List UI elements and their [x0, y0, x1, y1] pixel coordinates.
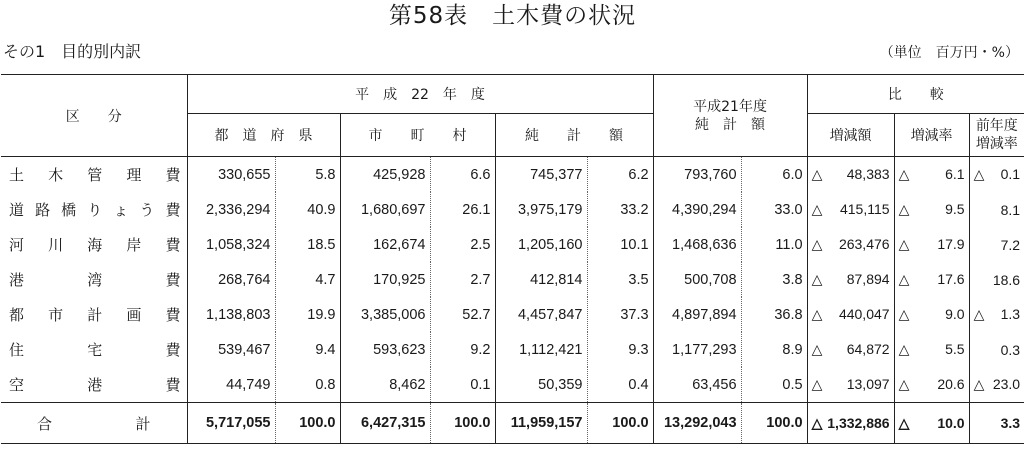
change-rate-mark: △: [898, 376, 938, 392]
net-total-share: 37.3: [587, 297, 653, 332]
municipal-amount: 3,385,006: [340, 297, 430, 332]
fy2009-net-amount: 1,468,636: [653, 227, 741, 262]
net-total-share: 6.2: [587, 157, 653, 193]
net-total-amount: 745,377: [495, 157, 587, 193]
net-total-header: 純 計 額: [495, 114, 653, 157]
table-subtitle: その1 目的別内訳: [3, 42, 142, 61]
municipal-share: 2.7: [430, 262, 495, 297]
row-label: 合計: [1, 403, 187, 444]
net-total-amount: 1,205,160: [495, 227, 587, 262]
municipal-share: 2.5: [430, 227, 495, 262]
municipal-amount: 1,680,697: [340, 192, 430, 227]
fiscal-2009-header-line1: 平成21年度: [693, 98, 767, 115]
prev-change-rate: [969, 157, 1024, 193]
row-label: 土木管理費: [9, 166, 181, 184]
municipal-share: 52.7: [430, 297, 495, 332]
change-rate-value: 10.0: [937, 414, 965, 431]
category-header: 区 分: [1, 75, 187, 157]
change-amount-mark: △: [811, 236, 839, 252]
table-row: [1, 332, 1024, 367]
municipal-amount: 6,427,315: [340, 403, 430, 444]
prefecture-amount: 2,336,294: [187, 192, 275, 227]
fy2009-net-share: 11.0: [741, 227, 807, 262]
prev-rate-header: [969, 114, 1024, 157]
fy2009-net-amount: 4,897,894: [653, 297, 741, 332]
net-total-amount: 4,457,847: [495, 297, 587, 332]
municipal-amount: 8,462: [340, 367, 430, 403]
table-row: [1, 192, 1024, 227]
change-amount: [807, 192, 894, 227]
change-amount-value: 13,097: [846, 376, 890, 392]
municipal-share: 6.6: [430, 157, 495, 193]
change-rate-value: 5.5: [945, 341, 965, 357]
change-rate: [894, 262, 969, 297]
municipal-header: 市 町 村: [340, 114, 495, 157]
change-rate-mark: △: [898, 414, 938, 431]
change-amount-mark: △: [811, 414, 828, 431]
prefecture-amount: 330,655: [187, 157, 275, 193]
change-rate-value: 17.9: [937, 236, 965, 252]
prev-change-rate: [969, 262, 1024, 297]
fy2009-net-share: 0.5: [741, 367, 807, 403]
prev-change-rate-value: 1.3: [1000, 306, 1021, 322]
row-label: 道路橋りょう費: [9, 201, 181, 219]
row-label: 河川海岸費: [9, 236, 181, 254]
prev-change-rate-value: 3.3: [1000, 415, 1021, 431]
change-rate-mark: △: [898, 166, 946, 182]
change-amount: [807, 297, 894, 332]
change-amount-value: 440,047: [838, 306, 890, 322]
change-rate: [894, 157, 969, 193]
prev-change-rate-value: 7.2: [1000, 236, 1021, 253]
fy2009-net-amount: 793,760: [653, 157, 741, 193]
change-amount: [807, 403, 894, 444]
prev-change-rate: [969, 297, 1024, 332]
prev-change-rate: [969, 403, 1024, 444]
municipal-share: 9.2: [430, 332, 495, 367]
change-amount-mark: △: [811, 271, 847, 287]
fy2009-net-share: 6.0: [741, 157, 807, 193]
prefecture-share: 19.9: [275, 297, 340, 332]
fy2009-net-amount: 4,390,294: [653, 192, 741, 227]
table-row: [1, 367, 1024, 403]
prev-change-rate-value: 23.0: [992, 376, 1021, 392]
change-rate-value: 9.0: [945, 306, 965, 322]
change-rate-mark: △: [898, 306, 946, 322]
prev-change-rate-value: 8.1: [1000, 201, 1021, 218]
net-total-share: 3.5: [587, 262, 653, 297]
prev-change-rate: [969, 367, 1024, 403]
prefecture-header: 都 道 府 県: [187, 114, 340, 157]
fy2009-net-share: 33.0: [741, 192, 807, 227]
net-total-share: 0.4: [587, 367, 653, 403]
prefecture-share: 5.8: [275, 157, 340, 193]
change-rate: [894, 297, 969, 332]
prefecture-share: 40.9: [275, 192, 340, 227]
municipal-amount: 170,925: [340, 262, 430, 297]
total-row: [1, 403, 1024, 444]
fiscal-2009-header: [653, 75, 807, 157]
prefecture-share: 18.5: [275, 227, 340, 262]
change-rate-mark: △: [898, 341, 946, 357]
municipal-share: 100.0: [430, 403, 495, 444]
row-label: 都市計画費: [9, 306, 181, 324]
prev-rate-header-line1: 前年度: [975, 118, 1018, 134]
change-amount-value: 64,872: [846, 341, 890, 357]
municipal-amount: 593,623: [340, 332, 430, 367]
change-amount: [807, 227, 894, 262]
prefecture-share: 4.7: [275, 262, 340, 297]
change-rate: [894, 227, 969, 262]
prev-change-rate-value: 0.1: [1000, 166, 1021, 182]
net-total-amount: 11,959,157: [495, 403, 587, 444]
fy2009-net-amount: 63,456: [653, 367, 741, 403]
change-amount-value: 1,332,886: [827, 414, 890, 431]
net-total-share: 33.2: [587, 192, 653, 227]
prev-change-rate-mark: △: [973, 166, 1001, 182]
fy2009-net-amount: 1,177,293: [653, 332, 741, 367]
change-rate-value: 6.1: [945, 166, 965, 182]
municipal-amount: 425,928: [340, 157, 430, 193]
prefecture-amount: 44,749: [187, 367, 275, 403]
row-label: 港湾費: [9, 271, 181, 289]
change-amount-value: 263,476: [838, 236, 890, 252]
prefecture-share: 100.0: [275, 403, 340, 444]
prefecture-share: 0.8: [275, 367, 340, 403]
fiscal-2009-header-line2: 純 計 額: [695, 116, 766, 133]
change-amount-value: 48,383: [846, 166, 890, 182]
change-rate-mark: △: [898, 201, 946, 217]
change-amount-mark: △: [811, 201, 840, 217]
fiscal-2010-header: 平 成 22 年 度: [187, 75, 653, 114]
prev-change-rate: [969, 227, 1024, 262]
fy2009-net-share: 3.8: [741, 262, 807, 297]
prefecture-amount: 539,467: [187, 332, 275, 367]
change-amount: [807, 157, 894, 193]
change-amount: [807, 262, 894, 297]
table-row: [1, 227, 1024, 262]
net-total-share: 100.0: [587, 403, 653, 444]
prev-change-rate-value: 0.3: [1000, 341, 1021, 358]
net-total-amount: 1,112,421: [495, 332, 587, 367]
row-label: 空港費: [9, 376, 181, 394]
municipal-share: 26.1: [430, 192, 495, 227]
table-row: [1, 157, 1024, 193]
net-total-amount: 3,975,179: [495, 192, 587, 227]
change-amount-value: 415,115: [839, 201, 890, 217]
fy2009-net-share: 8.9: [741, 332, 807, 367]
change-amount-mark: △: [811, 166, 847, 182]
change-amount-mark: △: [811, 376, 847, 392]
change-rate: [894, 332, 969, 367]
change-rate-value: 9.5: [945, 201, 965, 217]
net-total-amount: 412,814: [495, 262, 587, 297]
civil-engineering-expense-table: [1, 74, 1024, 444]
unit-note: （単位 百万円・%）: [879, 45, 1019, 61]
change-rate: [894, 367, 969, 403]
change-amount-header: 増減額: [807, 114, 894, 157]
table-row: [1, 297, 1024, 332]
change-amount: [807, 367, 894, 403]
change-amount: [807, 332, 894, 367]
prev-change-rate-mark: △: [973, 376, 993, 392]
net-total-amount: 50,359: [495, 367, 587, 403]
prev-change-rate-value: 18.6: [992, 271, 1021, 288]
page-title: 第58表 土木費の状況: [388, 3, 637, 29]
prev-rate-header-line2: 増減率: [975, 136, 1018, 152]
change-rate: [894, 192, 969, 227]
row-label: 住宅費: [9, 341, 181, 359]
municipal-amount: 162,674: [340, 227, 430, 262]
net-total-share: 9.3: [587, 332, 653, 367]
change-amount-mark: △: [811, 306, 839, 322]
table-body: [1, 157, 1024, 444]
prefecture-share: 9.4: [275, 332, 340, 367]
change-rate-value: 20.6: [937, 376, 965, 392]
fy2009-net-amount: 500,708: [653, 262, 741, 297]
prefecture-amount: 5,717,055: [187, 403, 275, 444]
prev-change-rate: [969, 192, 1024, 227]
change-rate-value: 17.6: [937, 271, 965, 287]
prefecture-amount: 1,138,803: [187, 297, 275, 332]
fy2009-net-share: 36.8: [741, 297, 807, 332]
change-amount-mark: △: [811, 341, 847, 357]
comparison-header: 比 較: [807, 75, 1024, 114]
change-rate: [894, 403, 969, 444]
prefecture-amount: 1,058,324: [187, 227, 275, 262]
fy2009-net-share: 100.0: [741, 403, 807, 444]
change-rate-mark: △: [898, 236, 938, 252]
prev-change-rate: [969, 332, 1024, 367]
prev-change-rate-mark: △: [973, 306, 1001, 322]
fy2009-net-amount: 13,292,043: [653, 403, 741, 444]
change-amount-value: 87,894: [846, 271, 890, 287]
change-rate-header: 増減率: [894, 114, 969, 157]
municipal-share: 0.1: [430, 367, 495, 403]
table-row: [1, 262, 1024, 297]
prefecture-amount: 268,764: [187, 262, 275, 297]
change-rate-mark: △: [898, 271, 938, 287]
net-total-share: 10.1: [587, 227, 653, 262]
